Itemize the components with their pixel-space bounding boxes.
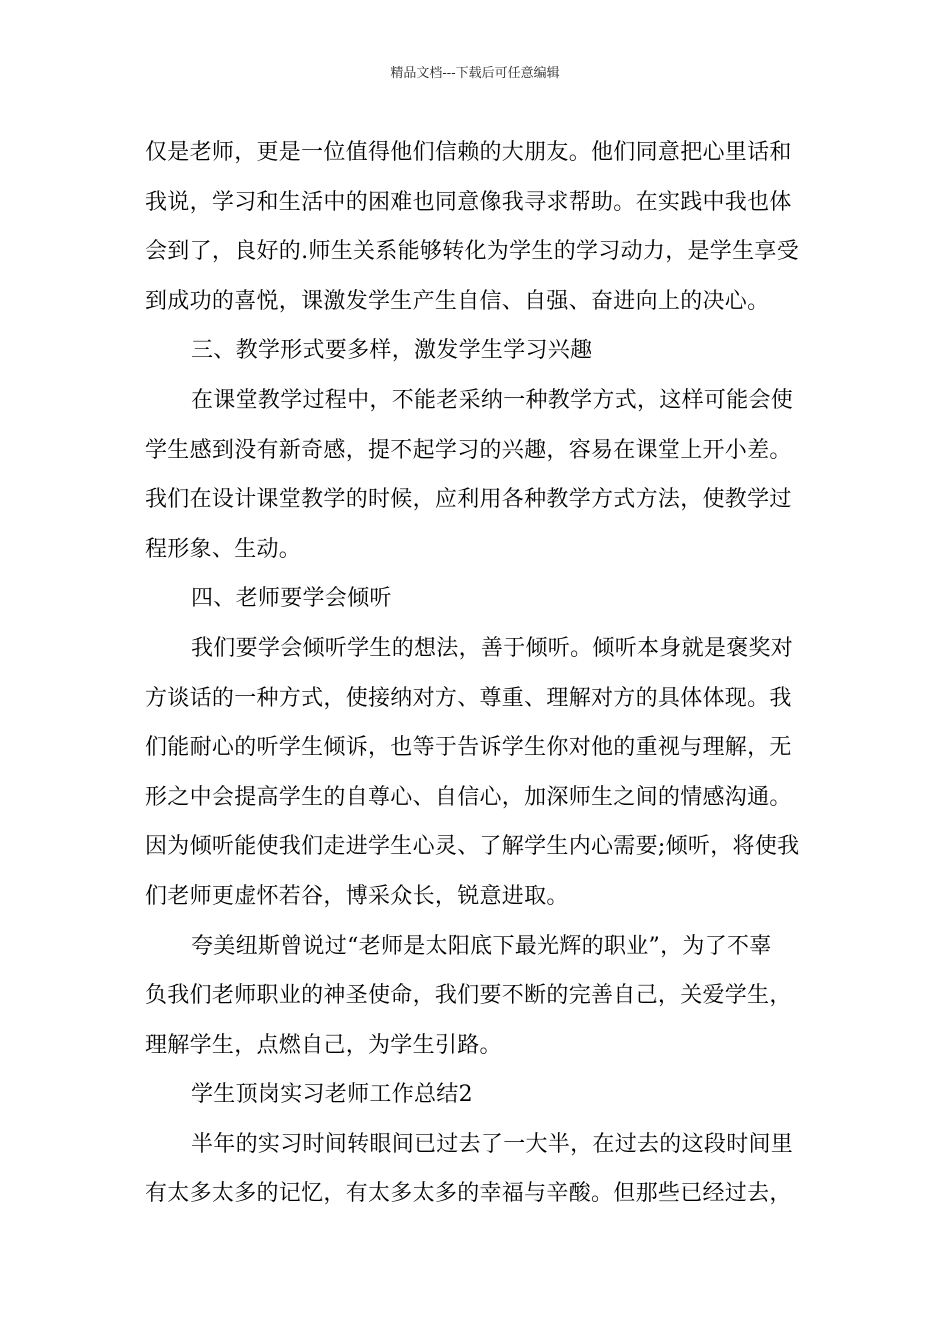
text-line: 有太多太多的记忆，有太多太多的幸福与辛酸。但那些已经过去， (145, 1181, 792, 1207)
text-line: 理解学生，点燃自己，为学生引路。 (145, 1032, 502, 1058)
text-line: 会到了，良好的.师生关系能够转化为学生的学习动力，是学生享受 (145, 239, 799, 265)
text-line: 因为倾听能使我们走进学生心灵、了解学生内心需要;倾听，将使我 (145, 834, 800, 860)
text-line: 形之中会提高学生的自尊心、自信心，加深师生之间的情感沟通。 (145, 784, 792, 810)
text-line: 到成功的喜悦，课激发学生产生自信、自强、奋进向上的决心。 (145, 288, 770, 314)
page-header: 精品文档---下载后可任意编辑 (390, 66, 560, 81)
section-heading: 三、教学形式要多样，激发学生学习兴趣 (191, 338, 593, 364)
text-line: 我们在设计课堂教学的时候，应利用各种教学方式方法，使教学过 (145, 487, 792, 513)
document-body (145, 128, 809, 1219)
text-line: 我们要学会倾听学生的想法，善于倾听。倾听本身就是褒奖对 (191, 635, 794, 661)
text-line: 在课堂教学过程中，不能老采纳一种教学方式，这样可能会使 (191, 387, 794, 413)
text-line: 负我们老师职业的神圣使命，我们要不断的完善自己，关爱学生， (145, 983, 792, 1009)
text-line: 我说，学习和生活中的困难也同意像我寻求帮助。在实践中我也体 (145, 189, 792, 215)
text-line: 仅是老师，更是一位值得他们信赖的大朋友。他们同意把心里话和 (145, 140, 792, 165)
text-line: 程形象、生动。 (145, 536, 302, 562)
text-line: 半年的实习时间转眼间已过去了一大半，在过去的这段时间里 (191, 1131, 794, 1157)
text-line: 学生感到没有新奇感，提不起学习的兴趣，容易在课堂上开小差。 (145, 437, 792, 463)
text-line: 方谈话的一种方式，使接纳对方、尊重、理解对方的具体体现。我 (145, 685, 792, 711)
text-line: 们能耐心的听学生倾诉，也等于告诉学生你对他的重视与理解，无 (145, 735, 792, 761)
text-line: 夸美纽斯曾说过“老师是太阳底下最光辉的职业”，为了不辜 (191, 933, 772, 959)
document-title: 学生顶岗实习老师工作总结2 (191, 1082, 473, 1108)
text-line: 们老师更虚怀若谷，博采众长，锐意进取。 (145, 883, 569, 909)
section-heading: 四、老师要学会倾听 (191, 586, 392, 612)
